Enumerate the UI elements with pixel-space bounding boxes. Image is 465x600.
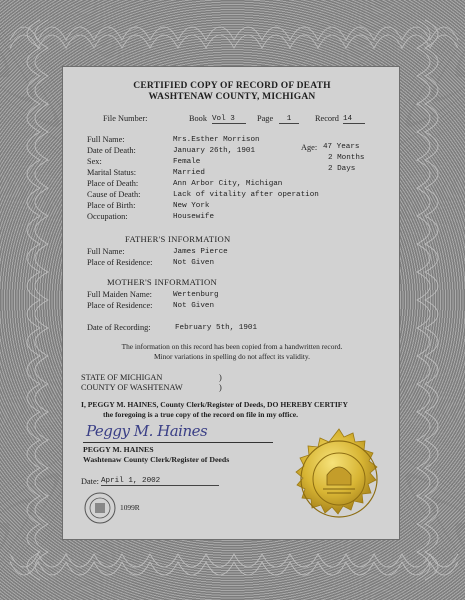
age-years-value: 47 Years — [323, 143, 360, 151]
certification-line2: the foregoing is a true copy of the record on file in my office. — [103, 410, 299, 419]
mother-residence-label: Place of Residence: — [87, 301, 153, 310]
mother-residence-value: Not Given — [173, 302, 215, 310]
county-emblem-icon — [83, 491, 117, 525]
full-name-label: Full Name: — [87, 135, 125, 144]
page-value: 1 — [279, 115, 299, 124]
father-residence-label: Place of Residence: — [87, 258, 153, 267]
sex-value: Female — [173, 158, 201, 166]
record-value: 14 — [343, 115, 365, 124]
gold-seal-icon — [287, 427, 391, 531]
document-subtitle: WASHTENAW COUNTY, MICHIGAN — [148, 92, 316, 102]
age-label: Age: — [301, 143, 318, 152]
marital-status-value: Married — [173, 169, 205, 177]
clerk-name: PEGGY M. HAINES — [83, 445, 154, 454]
place-of-birth-label: Place of Birth: — [87, 201, 136, 210]
date-of-death-label: Date of Death: — [87, 146, 136, 155]
file-number-label: File Number: — [103, 114, 148, 123]
document-title: CERTIFIED COPY OF RECORD OF DEATH — [133, 81, 331, 91]
place-of-birth-value: New York — [173, 202, 210, 210]
copy-notice-line1: The information on this record has been copied from a handwritten record. — [121, 342, 343, 351]
age-months-value: 2 Months — [328, 154, 365, 162]
book-label: Book — [189, 114, 207, 123]
certification-line1: I, PEGGY M. HAINES, County Clerk/Register of Deeds, DO HEREBY CERTIFY — [81, 400, 348, 409]
book-value: Vol 3 — [212, 115, 246, 124]
mother-name-value: Wertenburg — [173, 291, 219, 299]
state-paren: ) — [219, 373, 222, 382]
full-name-value: Mrs.Esther Morrison — [173, 136, 260, 144]
county-paren: ) — [219, 383, 222, 392]
form-number: 1099R — [120, 503, 140, 512]
cause-of-death-label: Cause of Death: — [87, 190, 141, 199]
father-heading: FATHER'S INFORMATION — [125, 234, 231, 244]
sex-label: Sex: — [87, 157, 102, 166]
place-of-death-value: Ann Arbor City, Michigan — [173, 180, 283, 188]
place-of-death-label: Place of Death: — [87, 179, 139, 188]
father-residence-value: Not Given — [173, 259, 215, 267]
date-of-death-value: January 26th, 1901 — [173, 147, 256, 155]
issue-date-label: Date: — [81, 477, 99, 486]
recording-date-label: Date of Recording: — [87, 323, 151, 332]
mother-heading: MOTHER'S INFORMATION — [107, 277, 217, 287]
cause-of-death-value: Lack of vitality after operation — [173, 191, 319, 199]
clerk-signature: Peggy M. Haines — [86, 422, 208, 440]
mother-name-label: Full Maiden Name: — [87, 290, 152, 299]
state-label: STATE OF MICHIGAN — [81, 373, 163, 382]
marital-status-label: Marital Status: — [87, 168, 137, 177]
county-label: COUNTY OF WASHTENAW — [81, 383, 183, 392]
occupation-value: Housewife — [173, 213, 215, 221]
father-name-label: Full Name: — [87, 247, 125, 256]
father-name-value: James Pierce — [173, 248, 228, 256]
signature-line — [83, 442, 273, 443]
clerk-title: Washtenaw County Clerk/Register of Deeds — [83, 455, 230, 464]
age-days-value: 2 Days — [328, 165, 356, 173]
recording-date-value: February 5th, 1901 — [175, 324, 258, 332]
issue-date-value: April 1, 2002 — [101, 477, 219, 486]
occupation-label: Occupation: — [87, 212, 128, 221]
record-label: Record — [315, 114, 339, 123]
copy-notice-line2: Minor variations in spelling do not affect its validity. — [153, 352, 310, 361]
page-label: Page — [257, 114, 274, 123]
